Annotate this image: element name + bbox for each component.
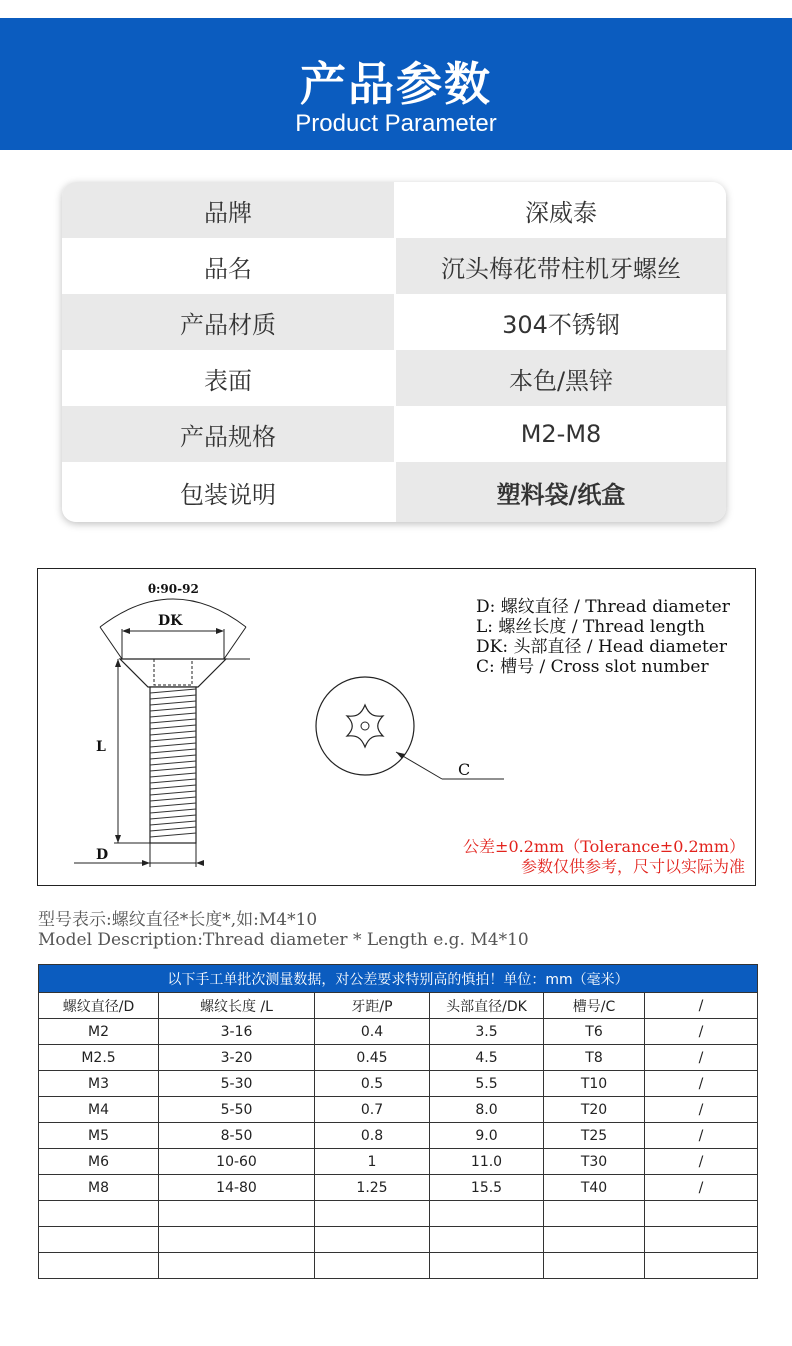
header-head-diameter: 头部直径/DK — [430, 993, 544, 1019]
cell: 15.5 — [430, 1175, 544, 1201]
dk-arrow-right — [216, 628, 224, 634]
cell — [159, 1227, 315, 1253]
cell: T40 — [544, 1175, 645, 1201]
cell: T10 — [544, 1071, 645, 1097]
cell: 11.0 — [430, 1149, 544, 1175]
table-row — [39, 1253, 758, 1279]
cell — [544, 1253, 645, 1279]
model-description-zh: 型号表示:螺纹直径*长度*,如:M4*10 — [38, 910, 318, 930]
cell: / — [645, 1149, 758, 1175]
header-pitch: 牙距/P — [315, 993, 430, 1019]
cell: / — [645, 1071, 758, 1097]
header-thread-diameter: 螺纹直径/D — [39, 993, 159, 1019]
cell: T30 — [544, 1149, 645, 1175]
legend-d: D: 螺纹直径 / Thread diameter — [476, 597, 730, 617]
header-thread-length: 螺纹长度 /L — [159, 993, 315, 1019]
header-banner — [0, 18, 792, 150]
cell — [645, 1201, 758, 1227]
cell: T20 — [544, 1097, 645, 1123]
legend-c: C: 槽号 / Cross slot number — [476, 657, 709, 677]
cell — [39, 1201, 159, 1227]
param-label: 包装说明 — [62, 462, 394, 522]
cell: 8.0 — [430, 1097, 544, 1123]
cell — [159, 1253, 315, 1279]
table-row — [39, 1227, 758, 1253]
cell: 5-30 — [159, 1071, 315, 1097]
param-label: 品名 — [62, 238, 394, 294]
cell: 3-16 — [159, 1019, 315, 1045]
cell: 10-60 — [159, 1149, 315, 1175]
param-row-brand — [62, 182, 726, 238]
cell — [430, 1227, 544, 1253]
header-extra: / — [645, 993, 758, 1019]
param-value: 塑料袋/纸盒 — [394, 462, 726, 522]
cell: 5.5 — [430, 1071, 544, 1097]
param-value: 深威泰 — [394, 182, 726, 238]
cell: / — [645, 1123, 758, 1149]
cell — [315, 1201, 430, 1227]
l-arrow-top — [115, 659, 121, 667]
param-row-packaging — [62, 462, 726, 522]
cell: 0.8 — [315, 1123, 430, 1149]
param-label: 产品材质 — [62, 294, 394, 350]
cell: T6 — [544, 1019, 645, 1045]
cell: / — [645, 1019, 758, 1045]
table-row — [39, 1071, 758, 1097]
d-label: D — [96, 847, 109, 863]
spec-header-row — [39, 993, 758, 1019]
cell — [315, 1253, 430, 1279]
table-row — [39, 1149, 758, 1175]
cell — [430, 1201, 544, 1227]
d-arrow-left — [142, 860, 150, 866]
cell — [159, 1201, 315, 1227]
cell: M5 — [39, 1123, 159, 1149]
spec-table — [38, 964, 758, 1279]
cell — [430, 1253, 544, 1279]
param-row-surface — [62, 350, 726, 406]
param-label: 产品规格 — [62, 406, 394, 462]
table-row — [39, 1019, 758, 1045]
cell: T8 — [544, 1045, 645, 1071]
cell: 0.4 — [315, 1019, 430, 1045]
cell — [39, 1227, 159, 1253]
cell: M2 — [39, 1019, 159, 1045]
cell: M2.5 — [39, 1045, 159, 1071]
cell: T25 — [544, 1123, 645, 1149]
cell: 8-50 — [159, 1123, 315, 1149]
model-description-en: Model Description:Thread diameter * Length e.g. M4*10 — [38, 930, 529, 950]
reference-text: 参数仅供参考，尺寸以实际为准 — [520, 857, 745, 876]
cell — [39, 1253, 159, 1279]
dk-label: DK — [158, 613, 183, 629]
cell: 9.0 — [430, 1123, 544, 1149]
param-row-name — [62, 238, 726, 294]
spec-caption: 以下手工单批次测量数据，对公差要求特别高的慎拍！单位：mm（毫米） — [39, 965, 758, 993]
cell — [315, 1227, 430, 1253]
cell: / — [645, 1175, 758, 1201]
param-value: 本色/黑锌 — [394, 350, 726, 406]
l-label: L — [96, 739, 106, 755]
param-label: 表面 — [62, 350, 394, 406]
diagram-legend — [476, 597, 730, 677]
param-label: 品牌 — [62, 182, 394, 238]
page-subtitle: Product Parameter — [295, 110, 497, 137]
cell: 3-20 — [159, 1045, 315, 1071]
cell: 14-80 — [159, 1175, 315, 1201]
cell: / — [645, 1097, 758, 1123]
screw-diagram — [37, 568, 756, 886]
cell: 1.25 — [315, 1175, 430, 1201]
table-row — [39, 1201, 758, 1227]
cell: M6 — [39, 1149, 159, 1175]
parameter-card — [62, 182, 726, 522]
tolerance-note — [463, 837, 745, 877]
table-row — [39, 1175, 758, 1201]
page-title: 产品参数 — [300, 57, 492, 111]
param-value: M2-M8 — [394, 406, 726, 462]
param-row-material — [62, 294, 726, 350]
cell — [544, 1227, 645, 1253]
l-arrow-bottom — [115, 835, 121, 843]
tolerance-text: 公差±0.2mm（Tolerance±0.2mm） — [463, 837, 745, 856]
cell — [645, 1253, 758, 1279]
cell: 0.7 — [315, 1097, 430, 1123]
cell: M8 — [39, 1175, 159, 1201]
cell: M4 — [39, 1097, 159, 1123]
cell: M3 — [39, 1071, 159, 1097]
spec-caption-row — [39, 965, 758, 993]
cell — [544, 1201, 645, 1227]
cell: 0.45 — [315, 1045, 430, 1071]
d-arrow-right — [196, 860, 204, 866]
header-slot: 槽号/C — [544, 993, 645, 1019]
legend-dk: DK: 头部直径 / Head diameter — [476, 637, 727, 657]
cell: 1 — [315, 1149, 430, 1175]
param-row-spec — [62, 406, 726, 462]
angle-label: θ:90-92 — [148, 582, 199, 596]
table-row — [39, 1097, 758, 1123]
dk-arrow-left — [122, 628, 130, 634]
cell: 4.5 — [430, 1045, 544, 1071]
legend-l: L: 螺丝长度 / Thread length — [476, 617, 705, 637]
cell: 0.5 — [315, 1071, 430, 1097]
angle-line-left — [100, 627, 122, 659]
cell: 5-50 — [159, 1097, 315, 1123]
table-row — [39, 1045, 758, 1071]
param-value: 沉头梅花带柱机牙螺丝 — [394, 238, 726, 294]
c-label: C — [458, 760, 471, 779]
table-row — [39, 1123, 758, 1149]
cell — [645, 1227, 758, 1253]
cell: / — [645, 1045, 758, 1071]
screw-head — [120, 659, 226, 687]
cell: 3.5 — [430, 1019, 544, 1045]
param-value: 304不锈钢 — [394, 294, 726, 350]
angle-line-right — [224, 627, 246, 659]
